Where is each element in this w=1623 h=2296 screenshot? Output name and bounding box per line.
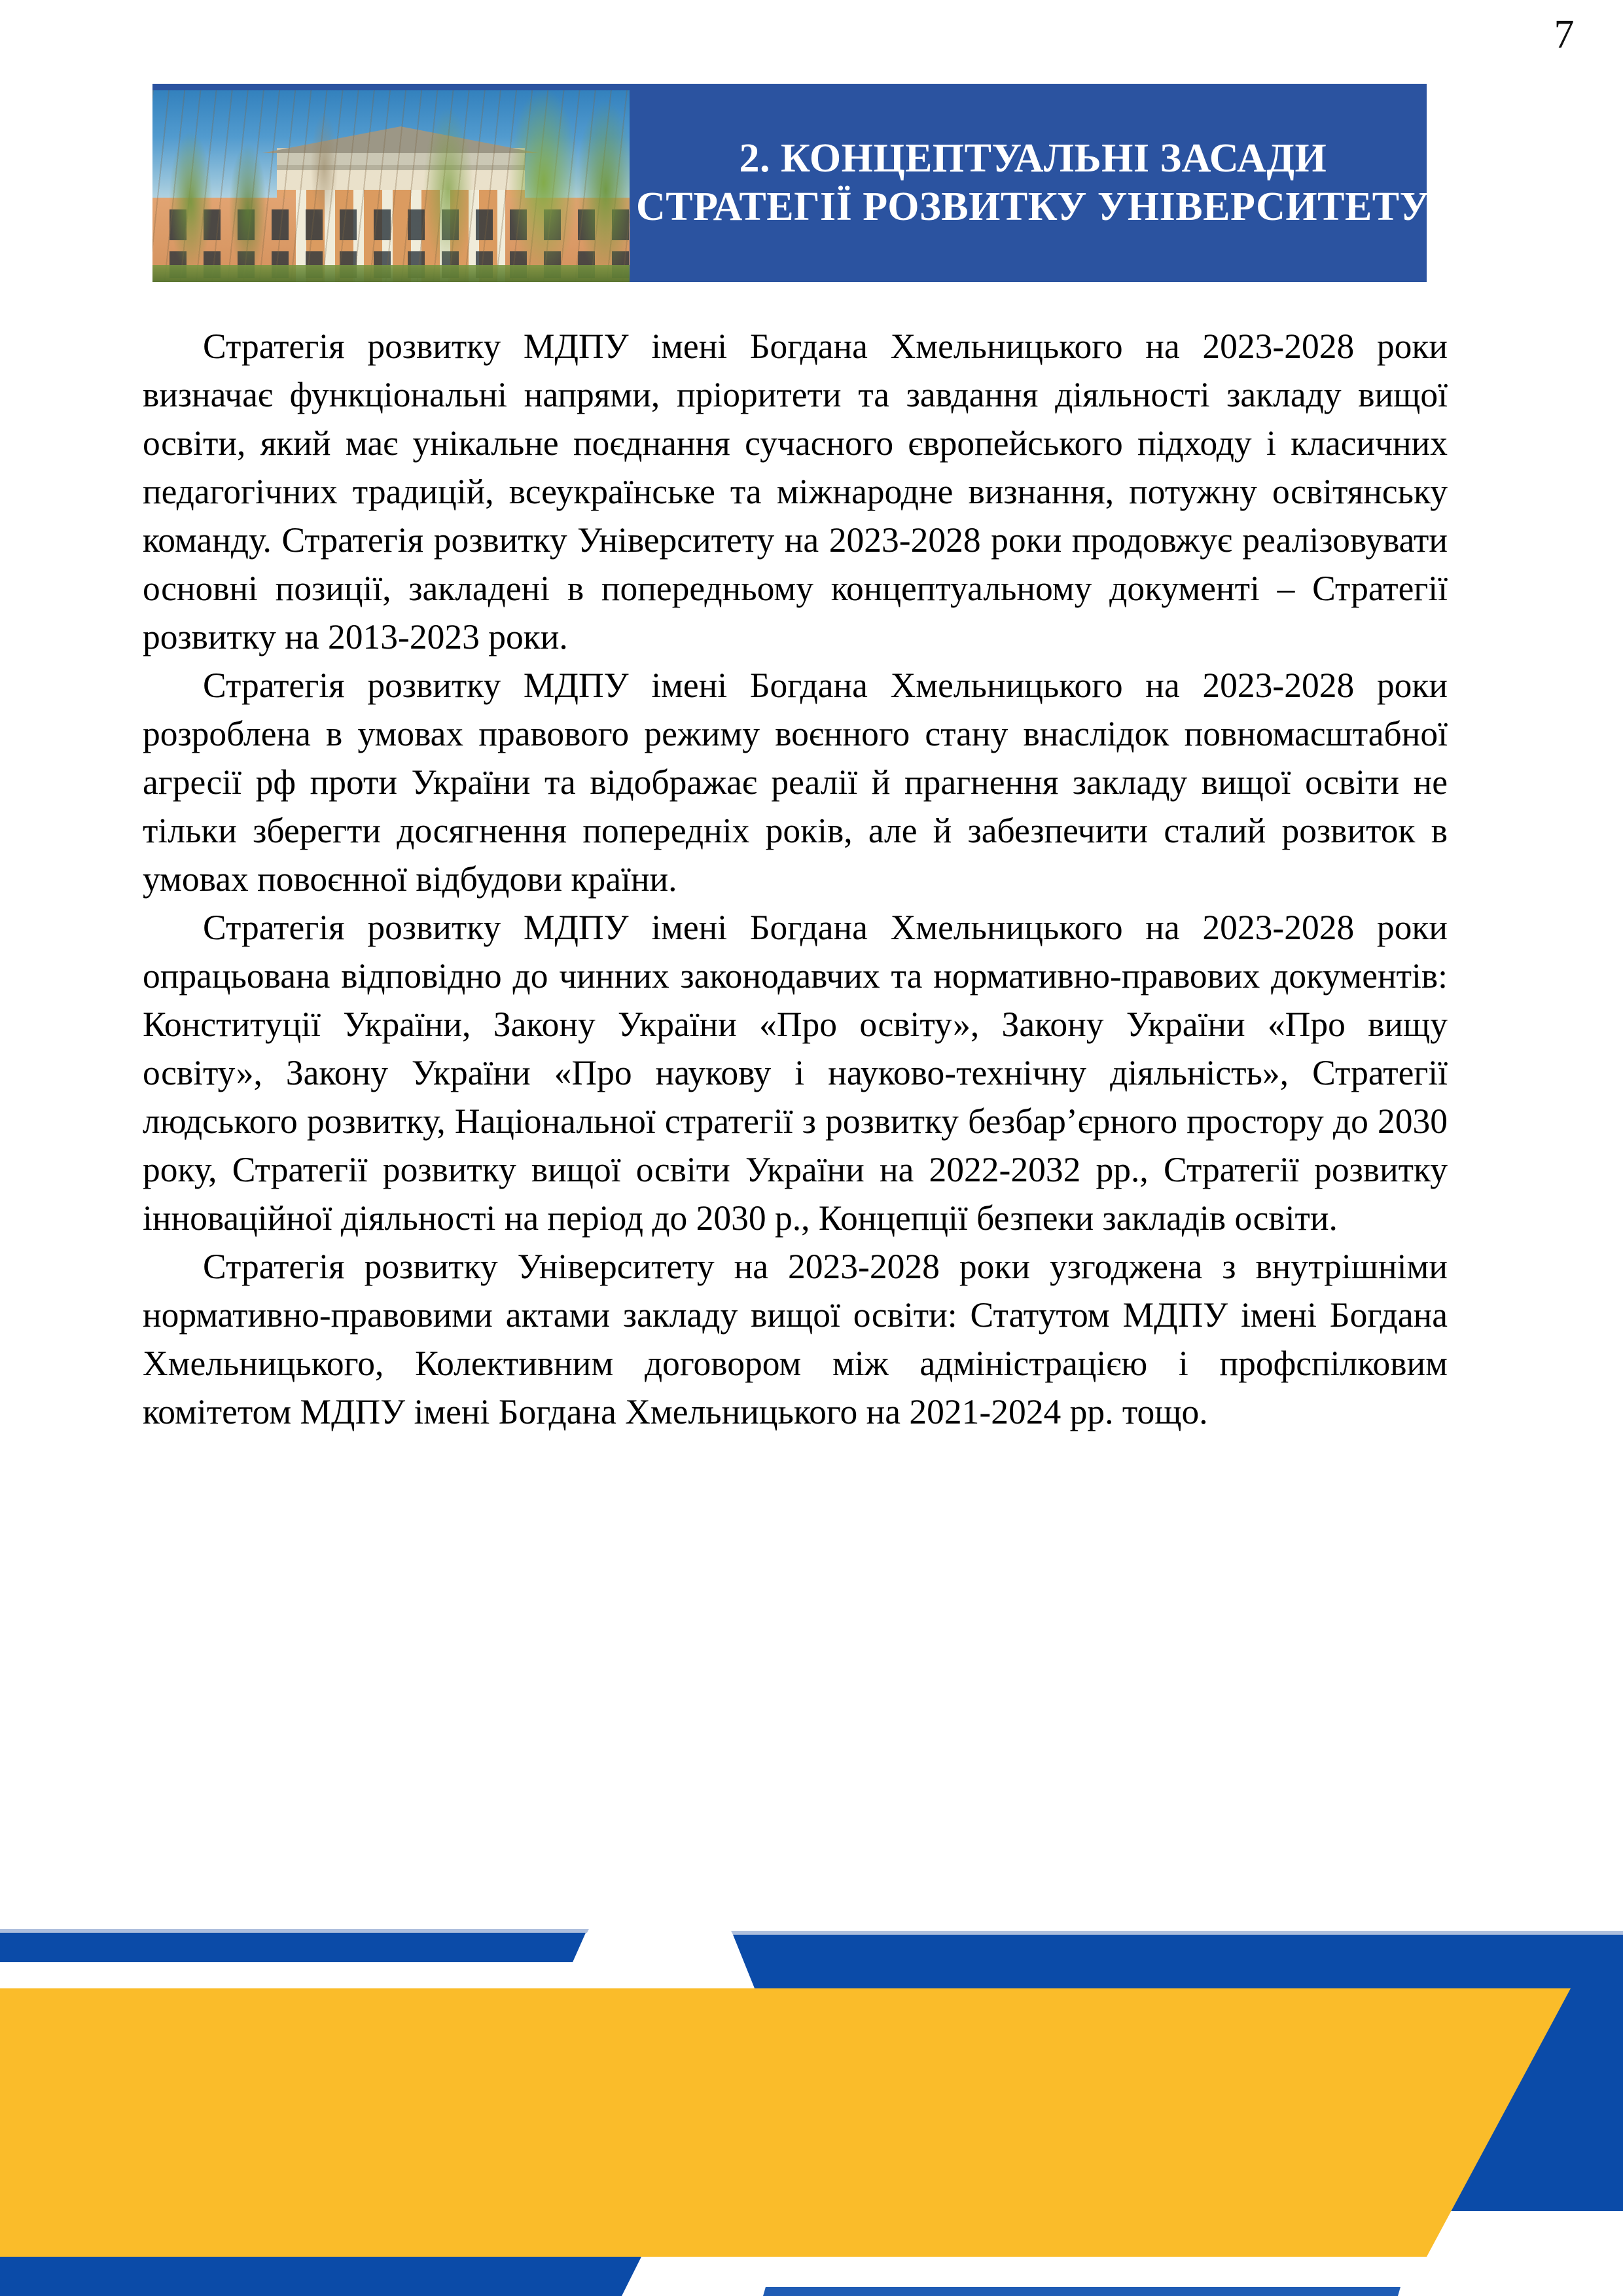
footer-blue-hairline-right — [731, 1931, 1623, 1935]
photo-ground — [152, 265, 630, 282]
footer-blue-hairline-bottom-right — [763, 2287, 1400, 2296]
section-header-banner — [152, 84, 1430, 282]
footer-decoration-svg — [0, 1890, 1623, 2296]
body-paragraph: Стратегія розвитку МДПУ імені Богдана Хмельницького на 2023-2028 роки визначає функціональні напрями, пріоритети та завдання діяльності закладу вищої освіти, який має унікальне поєднання сучасного європейського підходу і класичних педагогічних традицій, всеукраїнське та міжнародне визнання, потужну освітянську команду. Стратегія розвитку Університету на 2023-2028 роки продовжує реалізовувати основні позиції, закладені в попередньому концептуальному документі – Стратегії розвитку на 2013-2023 роки. — [143, 327, 1448, 656]
footer-blue-slab-right — [733, 1935, 1623, 2211]
body-paragraph: Стратегія розвитку Університету на 2023-2028 роки узгоджена з внутрішніми нормативно-правовими актами закладу вищої освіти: Статутом МДПУ імені Богдана Хмельницького, Колективним договором між адміністрацією і профспілковим комітетом МДПУ імені Богдана Хмельницького на 2021-2024 рр. тощо. — [143, 1247, 1448, 1431]
section-title-line-2: СТРАТЕГІЇ РОЗВИТКУ УНІВЕРСИТЕТУ — [636, 184, 1430, 229]
body-paragraph: Стратегія розвитку МДПУ імені Богдана Хмельницького на 2023-2028 роки опрацьована відповідно до чинних законодавчих та нормативно-правових документів: Конституції України, Закону України «Про освіту», Закону України «Про вищу освіту», Закону України «Про наукову і науково-технічну діяльність», Стратегії людського розвитку, Національної стратегії з розвитку безбар’єрного простору до 2030 року, Стратегії розвитку вищої освіти України на 2022-2032 рр., Стратегії розвитку інноваційної діяльності на період до 2030 р., Концепції безпеки закладів освіти. — [143, 908, 1448, 1238]
document-body — [143, 322, 1448, 1436]
footer-yellow-slab — [0, 1988, 1571, 2257]
footer-blue-bar-upper-left — [0, 1933, 586, 1962]
section-title-container — [630, 84, 1447, 282]
footer-blue-hairline-upper-left — [0, 1929, 589, 1933]
footer-blue-bar-bottom-left — [0, 2257, 641, 2296]
university-building-photo — [152, 90, 630, 282]
section-title — [636, 135, 1430, 230]
footer-decoration — [0, 1890, 1623, 2296]
section-title-line-1: 2. КОНЦЕПТУАЛЬНІ ЗАСАДИ — [739, 136, 1327, 181]
page-number: 7 — [1554, 12, 1575, 57]
photo-trees — [152, 90, 630, 282]
body-paragraph: Стратегія розвитку МДПУ імені Богдана Хмельницького на 2023-2028 роки розроблена в умовах правового режиму воєнного стану внаслідок повномасштабної агресії рф проти України та відображає реалії й прагнення закладу вищої освіти не тільки зберегти досягнення попередніх років, але й забезпечити сталий розвиток в умовах повоєнної відбудови країни. — [143, 666, 1448, 899]
